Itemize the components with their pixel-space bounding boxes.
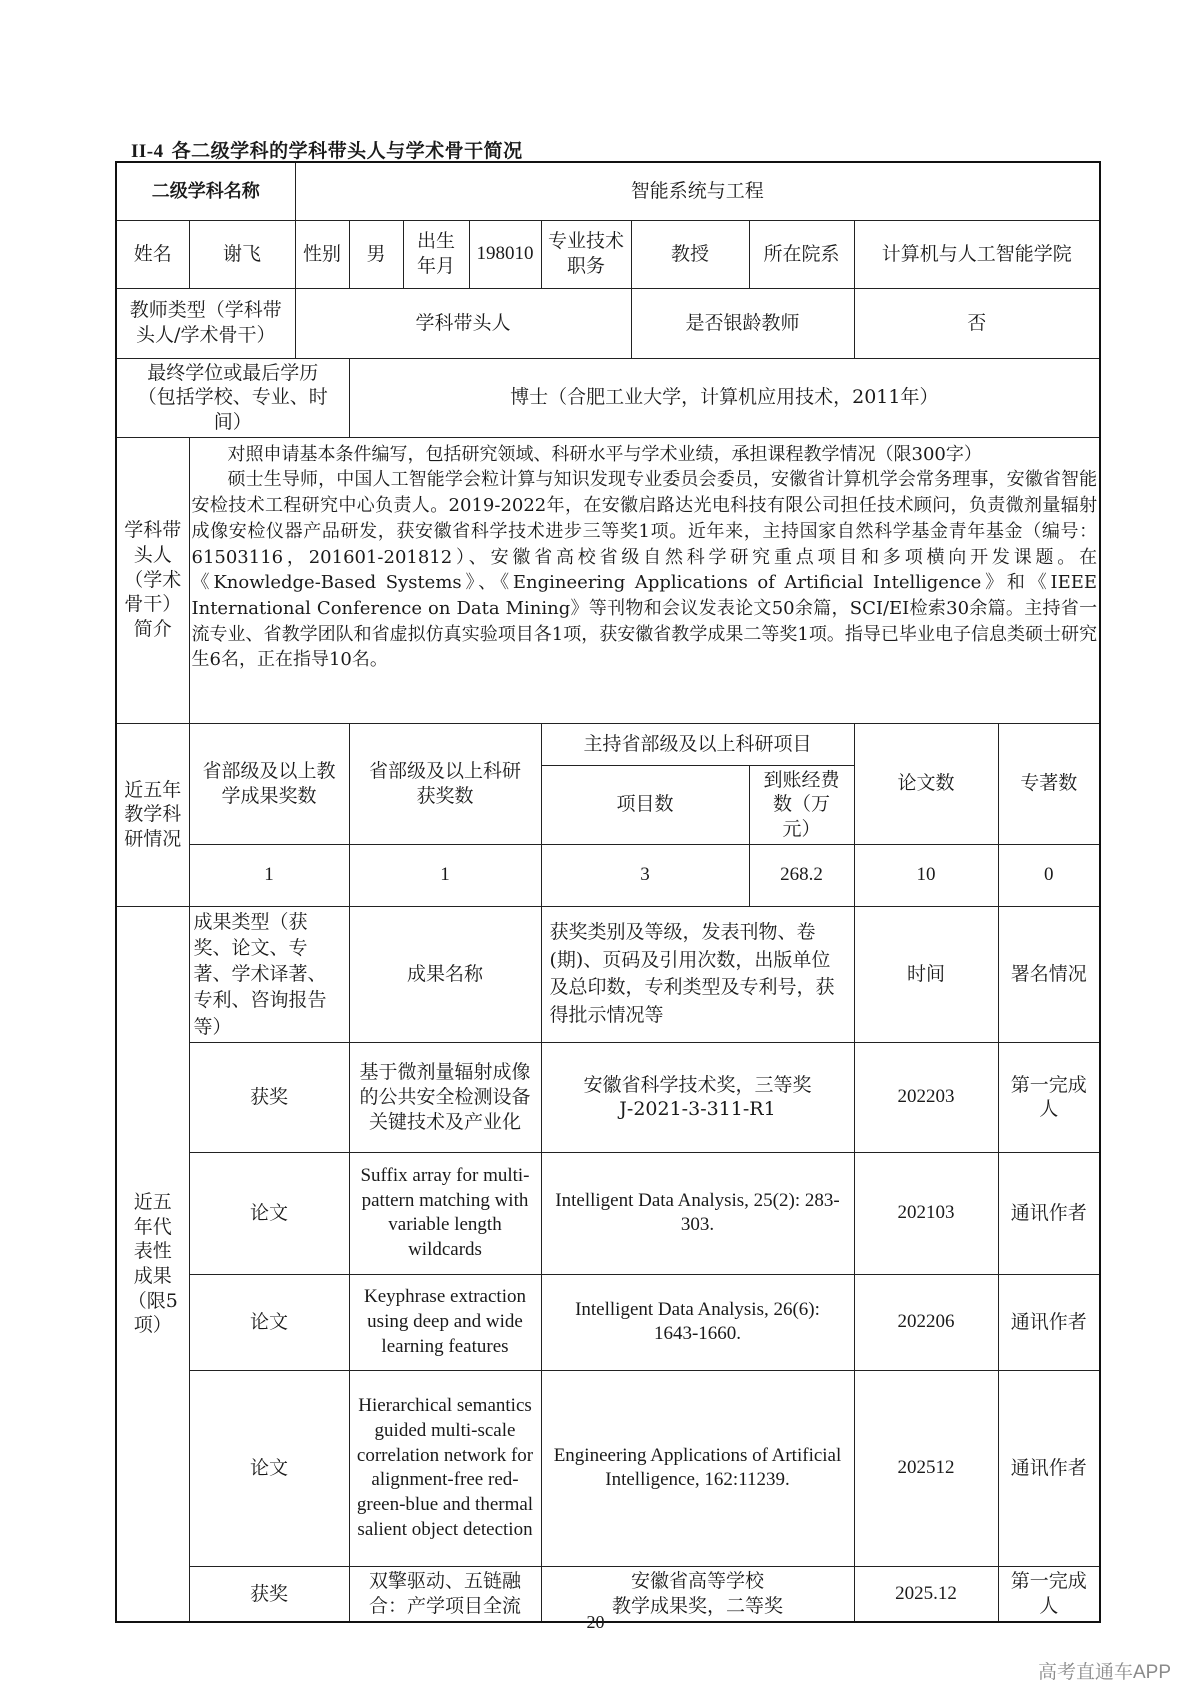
achievement-sign: 通讯作者: [998, 1274, 1100, 1370]
row-intro: [116, 437, 1100, 723]
intro-label: 学科带头人（学术骨干）简介: [116, 437, 189, 723]
header-name: 成果名称: [349, 906, 541, 1042]
achievement-type: 论文: [189, 1370, 349, 1566]
achievements-label: 近五年代表性成果（限5项）: [116, 906, 189, 1622]
achievement-name: Hierarchical semantics guided multi-scale correlation network for alignment-free red-green-blue and thermal salient object detection: [349, 1370, 541, 1566]
row-achievements-header: [116, 906, 1100, 1042]
row-type: [116, 288, 1100, 358]
achievement-sign: 通讯作者: [998, 1370, 1100, 1566]
subject-value: 智能系统与工程: [295, 162, 1100, 220]
title-value: 教授: [631, 220, 749, 288]
gender-value: 男: [349, 220, 403, 288]
row-stats-header-1: [116, 723, 1100, 765]
header-research-award: 省部级及以上科研获奖数: [349, 723, 541, 844]
header-books: 专著数: [998, 723, 1100, 844]
achievement-sign: 通讯作者: [998, 1152, 1100, 1274]
achievement-detail: Intelligent Data Analysis, 26(6): 1643-1660.: [541, 1274, 854, 1370]
value-teach-award: 1: [189, 844, 349, 906]
achievement-time: 202206: [854, 1274, 998, 1370]
achievement-type: 获奖: [189, 1566, 349, 1622]
header-projects: 主持省部级及以上科研项目: [541, 723, 854, 765]
header-teach-award: 省部级及以上教学成果奖数: [189, 723, 349, 844]
achievement-detail: Intelligent Data Analysis, 25(2): 283-303.: [541, 1152, 854, 1274]
header-time: 时间: [854, 906, 998, 1042]
achievement-type: 获奖: [189, 1042, 349, 1152]
achievement-detail: 安徽省科学技术奖，三等奖 J-2021-3-311-R1: [541, 1042, 854, 1152]
achievement-row: [116, 1152, 1100, 1274]
achievement-type: 论文: [189, 1274, 349, 1370]
achievement-sign: 第一完成人: [998, 1566, 1100, 1622]
page-number: 20: [586, 1612, 605, 1632]
header-papers: 论文数: [854, 723, 998, 844]
header-type: 成果类型（获奖、论文、专著、学术译著、专利、咨询报告等）: [189, 906, 349, 1042]
achievement-detail: 安徽省高等学校 教学成果奖，二等奖: [541, 1566, 854, 1622]
row-person: [116, 220, 1100, 288]
achievement-name: Suffix array for multi-pattern matching with variable length wildcards: [349, 1152, 541, 1274]
achievement-time: 202103: [854, 1152, 998, 1274]
degree-label: 最终学位或最后学历（包括学校、专业、时间）: [116, 358, 349, 437]
achievement-name: Keyphrase extraction using deep and wide learning features: [349, 1274, 541, 1370]
value-papers: 10: [854, 844, 998, 906]
name-value: 谢飞: [189, 220, 295, 288]
watermark: 高考直通车APP: [1037, 1662, 1171, 1683]
title-label: 专业技术 职务: [541, 220, 631, 288]
name-label: 姓名: [116, 220, 189, 288]
row-stats-values: [116, 844, 1100, 906]
achievement-time: 2025.12: [854, 1566, 998, 1622]
achievement-sign: 第一完成人: [998, 1042, 1100, 1152]
silver-label: 是否银龄教师: [631, 288, 854, 358]
value-research-award: 1: [349, 844, 541, 906]
row-degree: [116, 358, 1100, 437]
intro-instruction: 对照申请基本条件编写，包括研究领域、科研水平与学术业绩，承担课程教学情况（限300字）: [227, 443, 982, 465]
section-code: II-4: [131, 141, 164, 162]
birth-value: 198010: [469, 220, 541, 288]
header-sign: 署名情况: [998, 906, 1100, 1042]
achievement-time: 202512: [854, 1370, 998, 1566]
achievement-name: 双擎驱动、五链融合：产学项目全流: [349, 1566, 541, 1622]
value-project-count: 3: [541, 844, 749, 906]
achievement-detail: Engineering Applications of Artificial Intelligence, 162:11239.: [541, 1370, 854, 1566]
degree-value: 博士（合肥工业大学，计算机应用技术，2011年）: [349, 358, 1100, 437]
type-value: 学科带头人: [295, 288, 631, 358]
dept-value: 计算机与人工智能学院: [854, 220, 1100, 288]
intro-cell: [189, 437, 1100, 723]
section-title: 各二级学科的学科带头人与学术骨干简况: [171, 140, 523, 162]
achievement-row: [116, 1274, 1100, 1370]
header-detail: 获奖类别及等级，发表刊物、卷(期)、页码及引用次数，出版单位及总印数，专利类型及专利号，获得批示情况等: [541, 906, 854, 1042]
birth-label: 出生 年月: [403, 220, 469, 288]
gender-label: 性别: [295, 220, 349, 288]
achievement-row: [116, 1370, 1100, 1566]
dept-label: 所在院系: [749, 220, 854, 288]
subject-label: 二级学科名称: [116, 162, 295, 220]
achievement-type: 论文: [189, 1152, 349, 1274]
stats-label: 近五年教学科研情况: [116, 723, 189, 906]
section-heading: [131, 136, 523, 163]
profile-table: [115, 161, 1101, 1623]
value-funding: 268.2: [749, 844, 854, 906]
row-subject: [116, 162, 1100, 220]
intro-body: 硕士生导师，中国人工智能学会粒计算与知识发现专业委员会委员，安徽省计算机学会常务理事，安徽省智能安检技术工程研究中心负责人。2019-2022年，在安徽启路达光电科技有限公司担任技术顾问，负责微剂量辐射成像安检仪器产品研发，获安徽省科学技术进步三等奖1项。近年来，主持国家自然科学基金青年基金（编号：61503116，201601-201812）、安徽省高校省级自然科学研究重点项目和多项横向开发课题。在《Knowledge-Based Systems》、《Engineering Applications of Artificial Intelligence》和《IEEE International Conference on Data Mining》等刊物和会议发表论文50余篇，SCI/EI检索30余篇。主持省一流专业、省教学团队和省虚拟仿真实验项目各1项，获安徽省教学成果二等奖1项。指导已毕业电子信息类硕士研究生6名，正在指导10名。: [191, 469, 1098, 671]
achievement-time: 202203: [854, 1042, 998, 1152]
silver-value: 否: [854, 288, 1100, 358]
header-funding: 到账经费数（万元）: [749, 765, 854, 844]
achievement-row: [116, 1042, 1100, 1152]
value-books: 0: [998, 844, 1100, 906]
header-project-count: 项目数: [541, 765, 749, 844]
type-label: 教师类型（学科带头人/学术骨干）: [116, 288, 295, 358]
achievement-name: 基于微剂量辐射成像的公共安全检测设备关键技术及产业化: [349, 1042, 541, 1152]
